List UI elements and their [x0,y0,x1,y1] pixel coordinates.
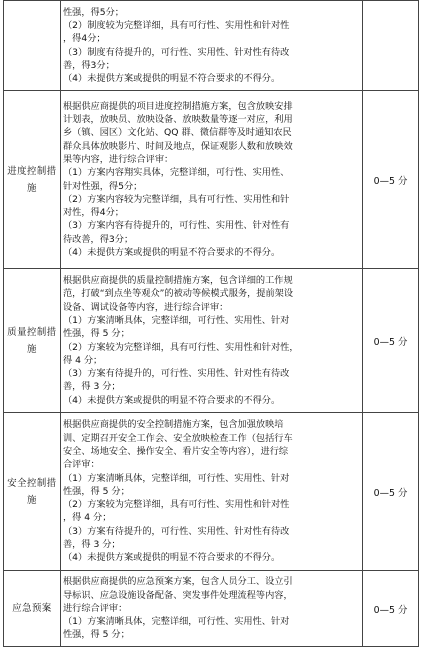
description-line: （3）方案有待提升的，可行性、实用性、针对性有待改 [63,525,290,537]
description-line: 计划表，放映员、放映设备、放映数量等逐一对应，利用 [63,114,293,126]
score-range-cell: 0—5 分 [363,413,419,571]
criterion-name-cell: 安全控制措施 [4,413,61,571]
description-line: ，得4分； [63,33,106,45]
description-line: 根据供应商提供的安全控制措施方案，包含加强放映培 [63,419,284,431]
description-line: （4）未提供方案或提供的明显不符合要求的不得分。 [63,73,281,85]
criterion-name-cell: 进度控制措施 [4,91,61,269]
description-line: 导标识、应急设施设备配备、突发事件处理流程等内容， [63,589,293,601]
description-line: （2）制度较为完整详细，具有可行性、实用性和针对性 [63,19,290,31]
description-line: 善，得 3 分； [63,381,121,393]
criterion-description-cell [61,571,363,647]
description-line: 得 4 分； [63,354,103,366]
description-line: 性强，得 5 分； [63,485,130,497]
table-row-progress-control [4,91,419,269]
description-line: 根据供应商提供的质量控制措施方案，包含详细的工作规 [63,275,293,287]
scoring-table-body [4,1,419,647]
score-range-cell: 0—5 分 [363,269,419,413]
criterion-description-cell [61,413,363,571]
description-line: （4）未提供方案或提供的明显不符合要求的不得分。 [63,394,281,406]
description-line: 训、定期召开安全工作会、安全放映检查工作（包括行车 [63,432,293,444]
description-line: 范，打破“到点坐等观众”的被动等候模式服务，提前架设 [63,288,294,300]
description-line: （4）未提供方案或提供的明显不符合要求的不得分。 [63,552,281,564]
description-line: 针对性强，得5分； [63,180,143,192]
description-line: （3）方案内容有待提升的，可行性、实用性、针对性有 [63,220,290,232]
description-line: 乡（镇、园区）文化站、QQ 群、微信群等及时通知农民 [63,127,292,139]
description-line: 果等内容，进行综合评审： [63,153,174,165]
criterion-name-cell: 质量控制措施 [4,269,61,413]
description-line: 性强，得5分； [63,6,124,18]
score-range-cell [363,1,419,91]
description-line: （1）方案内容翔实具体，完整详细，可行性、实用性、 [63,167,290,179]
description-line: （2）方案较为完整详细，具有可行性、实用性和针对性， [63,341,299,353]
description-line: 设备、调试设备等内容，进行综合评审： [63,301,229,313]
criterion-name-cell: 应急预案 [4,571,61,647]
criterion-name-cell [4,1,61,91]
description-line: 合评审： [63,459,100,471]
description-line: （1）方案清晰具体，完整详细，可行性、实用性、针对 [63,472,290,484]
criterion-description-cell [61,1,363,91]
description-line: 进行综合评审： [63,602,128,614]
table-row-continuation [4,1,419,91]
description-line: （1）方案清晰具体，完整详细，可行性、实用性、针对 [63,616,290,628]
table-row-emergency-plan [4,571,419,647]
description-line: 根据供应商提供的项目进度控制措施方案，包含放映安排 [63,100,293,112]
description-line: 待改善，得3分； [63,233,134,245]
description-line: （3）制度有待提升的，可行性、实用性、针对性有待改 [63,46,290,58]
description-line: 群众具体放映影片、时间及地点，保证观影人数和放映效 [63,140,293,152]
description-line: 性强，得 5 分； [63,328,130,340]
description-line: 对性，得4分； [63,207,124,219]
scoring-table [3,0,419,647]
criterion-description-cell [61,91,363,269]
description-line: （2）方案较为完整详细，具有可行性、实用性和针对性 [63,499,290,511]
description-line: 根据供应商提供的应急预案方案，包含人员分工、设立引 [63,576,293,588]
score-range-cell: 0—5 分 [363,571,419,647]
description-line: （1）方案清晰具体，完整详细，可行性、实用性、针对 [63,314,290,326]
description-line: 性强，得 5 分； [63,629,130,641]
description-line: 安全、场地安全、操作安全、看片安全等内容），进行综 [63,445,289,457]
description-line: （4）未提供方案或提供的明显不符合要求的不得分。 [63,246,281,258]
score-range-cell: 0—5 分 [363,91,419,269]
table-row-quality-control [4,269,419,413]
description-line: （2）方案内容较为完整详细，具有可行性、实用性和针 [63,193,290,205]
description-line: 善，得 3 分； [63,539,121,551]
table-row-safety-control [4,413,419,571]
description-line: ，得 4 分； [63,512,112,524]
criterion-description-cell [61,269,363,413]
description-line: 善，得3分； [63,59,115,71]
description-line: （3）方案有待提升的，可行性、实用性、针对性有待改 [63,368,290,380]
